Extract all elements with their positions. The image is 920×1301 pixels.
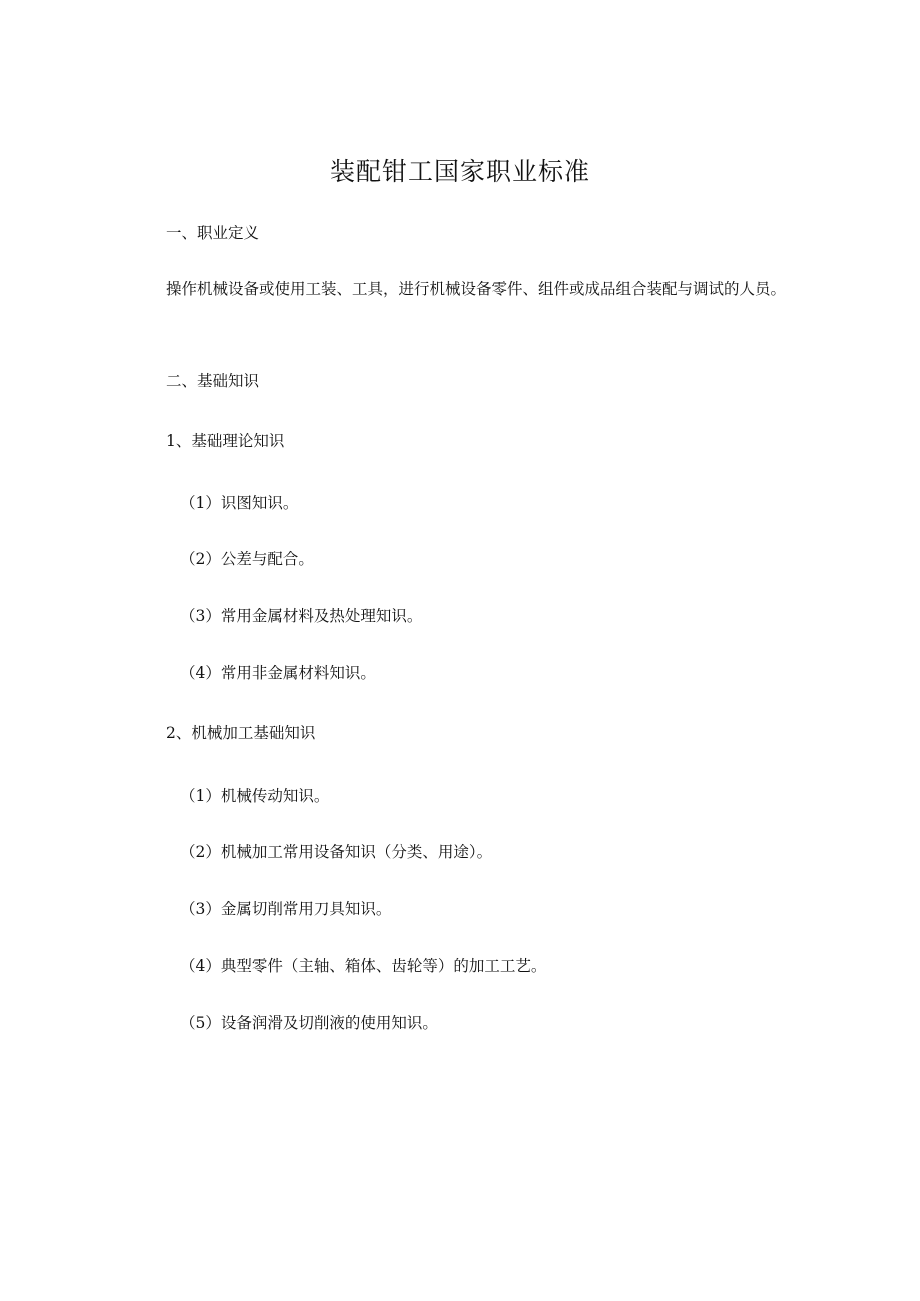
list-item: （3）常用金属材料及热处理知识。 [180, 607, 423, 625]
list-item: （4）典型零件（主轴、箱体、齿轮等）的加工工艺。 [180, 957, 547, 975]
subsection-heading-theory: 1、基础理论知识 [166, 432, 285, 450]
list-item: （4）常用非金属材料知识。 [180, 664, 376, 682]
list-item: （1）机械传动知识。 [180, 787, 330, 805]
section-heading-definition: 一、职业定义 [166, 224, 260, 242]
list-item: （1）识图知识。 [180, 494, 299, 512]
definition-paragraph: 操作机械设备或使用工装、工具，进行机械设备零件、组件或成品组合装配与调试的人员。 [166, 280, 787, 298]
list-item: （2）机械加工常用设备知识（分类、用途）。 [180, 843, 493, 861]
list-item: （2）公差与配合。 [180, 550, 314, 568]
section-heading-basic-knowledge: 二、基础知识 [166, 372, 260, 390]
list-item: （3）金属切削常用刀具知识。 [180, 900, 392, 918]
list-item: （5）设备润滑及切削液的使用知识。 [180, 1014, 438, 1032]
subsection-heading-machining: 2、机械加工基础知识 [166, 724, 316, 742]
document-title: 装配钳工国家职业标准 [329, 157, 590, 186]
